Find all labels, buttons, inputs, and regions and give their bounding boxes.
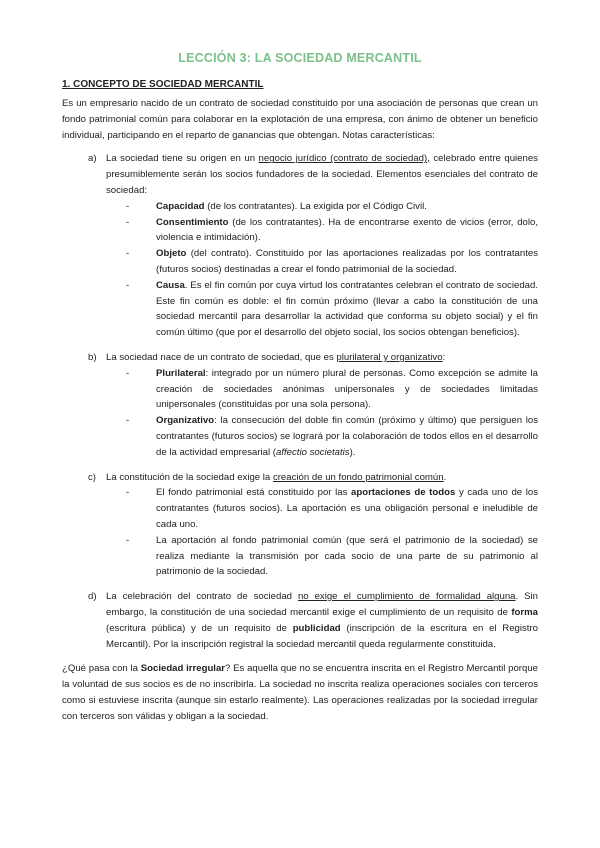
sub-list — [106, 485, 538, 580]
sub-list — [106, 366, 538, 461]
characteristic-c — [62, 470, 538, 581]
sub-item-objeto: - Objeto (del contrato). Constituido por las aportaciones realizadas por los contratantes (futuros socios) destinadas a crear el fondo patrimonial de la sociedad. — [126, 248, 538, 275]
list-marker: b) — [88, 351, 97, 363]
sub-item-causa: - Causa. Es el fin común por cuya virtud los contratantes celebran el contrato de sociedad. Este fin común es doble: el fin común próximo (llevar a cabo la constitución de una sociedad mercantil para desarrollar la actividad que conforma su objeto social) y el fin común último (que por el desarrollo del objeto social, los socios obtengan beneficios). — [126, 279, 538, 339]
characteristic-text: La sociedad nace de un contrato de sociedad, que es plurilateral y organizativo: — [106, 351, 446, 363]
underlined-term: no exige el cumplimiento de formalidad alguna — [297, 591, 516, 603]
list-marker: c) — [88, 471, 96, 483]
characteristic-text: La constitución de la sociedad exige la creación de un fondo patrimonial común. — [106, 471, 447, 483]
lesson-title: LECCIÓN 3: LA SOCIEDAD MERCANTIL — [178, 51, 422, 65]
sub-list — [106, 199, 538, 341]
list-marker: d) — [88, 591, 97, 603]
bold-term: Sociedad irregular — [140, 663, 226, 675]
section-heading: 1. CONCEPTO DE SOCIEDAD MERCANTIL — [62, 79, 264, 90]
sub-item-organizativo: - Organizativo: la consecución del doble fin común (próximo y último) que persiguen los contratantes (futuros socios) se logrará por la colaboración de todos ellos en el desarrollo de la actividad empresarial (affectio societatis). — [126, 415, 538, 458]
characteristic-text: La celebración del contrato de sociedad no exige el cumplimiento de formalidad alguna. Sin embargo, la constitución de una sociedad mercantil exige el cumplimiento de un requisito de forma (escritura pública) y de un requisito de publicidad (inscripción de la escritura en el Registro Mercantil). Por la inscripción registral la sociedad mercantil queda regularmente constituida. — [106, 591, 538, 650]
list-marker: a) — [88, 153, 97, 165]
underlined-term: negocio jurídico (contrato de sociedad) — [258, 153, 428, 165]
closing-paragraph: ¿Qué pasa con la Sociedad irregular? Es aquella que no se encuentra inscrita en el Registro Mercantil porque la voluntad de sus socios es de no inscribirla. La sociedad no inscrita realiza operaciones sociales con terceros como si estuviese inscrita (aunque sin estarlo realmente). Las operaciones realizadas por la sociedad irregular con terceros son válidas y obligan a la sociedad. — [62, 663, 538, 722]
sub-item-fondo-patrimonial: - El fondo patrimonial está constituido por las aportaciones de todos y cada uno de los contratantes (futuros socios). La aportación es una obligación personal e ineludible de cada uno. — [126, 487, 539, 530]
underlined-term: creación de un fondo patrimonial común — [272, 471, 444, 483]
characteristic-a — [62, 151, 538, 341]
sub-item-plurilateral: - Plurilateral: integrado por un número plural de personas. Como excepción se admite la creación de sociedades anónimas unipersonales y de sociedades limitadas unipersonales (constituidas por una sola persona). — [126, 367, 538, 411]
characteristic-text: La sociedad tiene su origen en un negocio jurídico (contrato de sociedad), celebrado entre quienes presumiblemente serán los socios fundadores de la sociedad. Elementos esenciales del contrato de sociedad: — [106, 153, 538, 196]
characteristic-d — [62, 589, 538, 652]
sub-item-aportacion: - La aportación al fondo patrimonial común (que será el patrimonio de la sociedad) se realiza mediante la transmisión por cada socio de una parte de su patrimonio al patrimonio de la sociedad. — [126, 534, 538, 578]
sub-item-capacidad: - Capacidad (de los contratantes). La exigida por el Código Civil. — [126, 200, 427, 212]
characteristics-list — [62, 151, 538, 652]
intro-paragraph: Es un empresario nacido de un contrato de sociedad constituido por una asociación de personas que crean un fondo patrimonial común para colaborar en la explotación de una empresa, con ánimo de obtener un beneficio individual, participando en el reparto de ganancias que obtengan. Notas características: — [62, 98, 538, 141]
underlined-term: plurilateral y organizativo — [336, 351, 443, 363]
sub-item-consentimiento: - Consentimiento (de los contratantes). Ha de encontrarse exento de vicios (error, dolo, violencia e intimidación). — [126, 216, 538, 244]
characteristic-b — [62, 350, 538, 461]
